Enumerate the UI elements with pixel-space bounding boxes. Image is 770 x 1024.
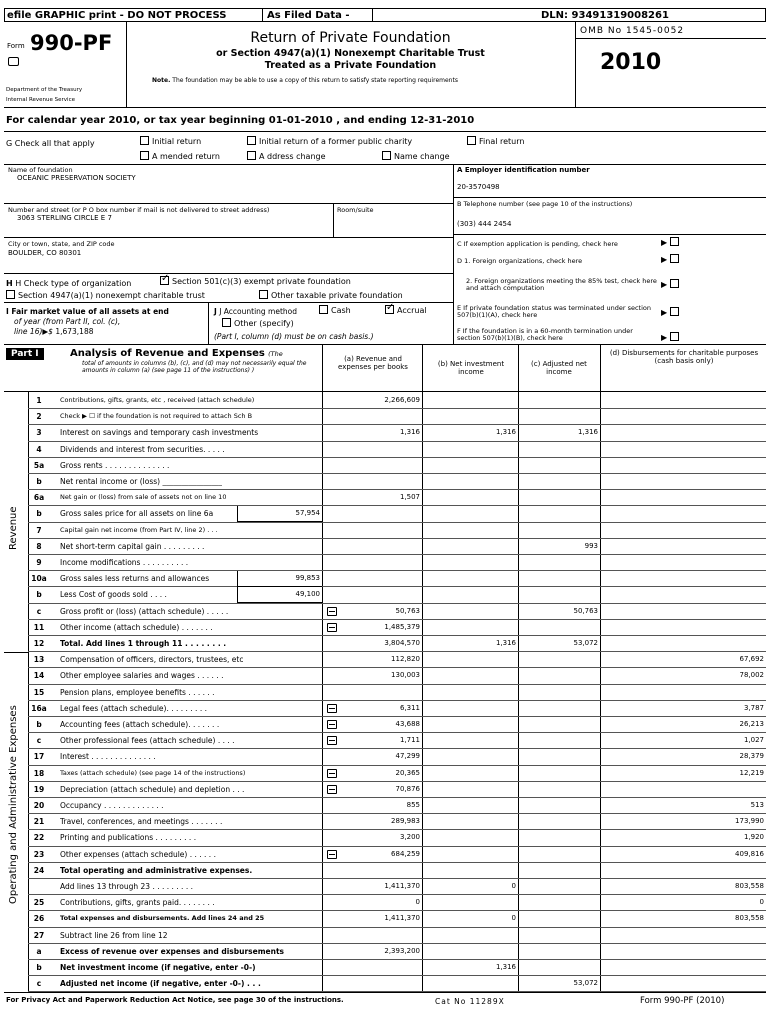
amount-col-d: 3,787 xyxy=(743,704,764,712)
inline-amount xyxy=(237,587,322,603)
line-number: b xyxy=(36,590,42,599)
exemption-pending-label: C If exemption application is pending, check here xyxy=(457,240,618,248)
amount-col-c: 993 xyxy=(584,542,598,550)
col-c-header: (c) Adjusted net income xyxy=(531,360,587,376)
line-number: 23 xyxy=(33,850,45,859)
final-return-checkbox[interactable]: Final return xyxy=(467,137,524,146)
col-a-header: (a) Revenue and expenses per books xyxy=(338,355,408,371)
amended-return-checkbox[interactable]: A mended return xyxy=(140,152,220,161)
line-label: Net gain or (loss) from sale of assets not on line 10 xyxy=(60,493,227,501)
line-number: 22 xyxy=(33,833,45,842)
line-number: 27 xyxy=(33,931,45,940)
attachment-icon[interactable] xyxy=(327,704,337,713)
terminated-checkbox[interactable]: ▶ xyxy=(661,308,682,317)
line-number: c xyxy=(36,979,42,988)
inline-amount xyxy=(237,506,322,522)
foundation-name-label: Name of foundation xyxy=(8,166,73,174)
line-label: Pension plans, employee benefits . . . . . . xyxy=(60,688,215,697)
other-taxable-checkbox[interactable]: Other taxable private foundation xyxy=(259,291,403,300)
tax-year: 2010 xyxy=(600,50,662,75)
amount-col-a: 50,763 xyxy=(395,607,420,615)
line-label: Subtract line 26 from line 12 xyxy=(60,931,168,940)
amount-col-a: 1,507 xyxy=(399,493,420,501)
omb-number: OMB No 1545-0052 xyxy=(580,26,685,36)
other-method-checkbox[interactable]: Other (specify) xyxy=(222,319,294,328)
inline-amount xyxy=(237,571,322,587)
initial-return-checkbox[interactable]: Initial return xyxy=(140,137,201,146)
amount-col-b: 1,316 xyxy=(495,639,516,647)
amount-col-a: 47,299 xyxy=(395,752,420,760)
amount-col-d: 173,990 xyxy=(735,817,764,825)
sixty-month-label: F If the foundation is in a 60-month termination under section 507(b)(1)(B), check here xyxy=(457,327,633,342)
line-label: Dividends and interest from securities. . . . . xyxy=(60,445,225,454)
form-footer: Form 990-PF (2010) xyxy=(640,996,725,1006)
ein: 20-3570498 xyxy=(457,183,500,191)
line-number: c xyxy=(36,736,42,745)
line-label: Adjusted net income (if negative, enter -0-) . . . xyxy=(60,979,261,988)
phone-label: B Telephone number (see page 10 of the instructions) xyxy=(457,200,633,208)
line-label: Occupancy . . . . . . . . . . . . . xyxy=(60,801,164,810)
amount-col-d: 1,027 xyxy=(743,736,764,744)
line-number: a xyxy=(36,947,42,956)
line-number: 16a xyxy=(31,704,47,713)
line-number: 12 xyxy=(33,639,45,648)
line-number: 15 xyxy=(33,688,45,697)
amount-col-c: 53,072 xyxy=(573,979,598,987)
amount-col-b: 0 xyxy=(511,882,516,890)
line-number: 21 xyxy=(33,817,45,826)
foreign-org-label: D 1. Foreign organizations, check here xyxy=(457,257,583,265)
amount-col-a: 2,266,609 xyxy=(384,396,420,404)
part-description: total of amounts in columns (b), (c), and (d) may not necessarily equal the amounts in column (a) (see page 11 of the instructions) ) xyxy=(82,360,307,374)
amount-col-b: 0 xyxy=(511,914,516,922)
line-number: 18 xyxy=(33,769,45,778)
name-change-checkbox[interactable]: Name change xyxy=(382,152,450,161)
line-label: Capital gain net income (from Part IV, line 2) . . . xyxy=(60,526,218,534)
attachment-icon[interactable] xyxy=(327,785,337,794)
line-number: 25 xyxy=(33,898,45,907)
line-number: 5a xyxy=(33,461,45,470)
amount-col-a: 855 xyxy=(406,801,420,809)
cash-basis-note: (Part I, column (d) must be on cash basis.) xyxy=(214,332,374,341)
foreign-org-checkbox[interactable]: ▶ xyxy=(661,255,682,264)
amount-col-a: 130,003 xyxy=(391,671,420,679)
line-number: 9 xyxy=(36,558,42,567)
amount-col-d: 12,219 xyxy=(739,769,764,777)
amount-col-a: 3,200 xyxy=(399,833,420,841)
amount-col-a: 3,804,570 xyxy=(384,639,420,647)
line-label: Less Cost of goods sold . . . . xyxy=(60,590,167,599)
line-number: 19 xyxy=(33,785,45,794)
terminated-label: E If private foundation status was terminated under section 507(b)(1)(A), check here xyxy=(457,304,652,319)
line-number: 24 xyxy=(33,866,45,875)
phone: (303) 444 2454 xyxy=(457,220,512,228)
form-icon xyxy=(8,57,19,66)
line-label: Other employee salaries and wages . . . . . . xyxy=(60,671,224,680)
cat-number: Cat No 11289X xyxy=(435,997,505,1006)
amount-col-a: 70,876 xyxy=(395,785,420,793)
inline-value: 57,954 xyxy=(295,509,320,517)
amount-col-b: 1,316 xyxy=(495,428,516,436)
amount-col-a: 6,311 xyxy=(399,704,420,712)
street-label: Number and street (or P O box number if mail is not delivered to street address) xyxy=(8,206,270,214)
attachment-icon[interactable] xyxy=(327,769,337,778)
amount-col-d: 28,379 xyxy=(739,752,764,760)
amount-col-d: 803,558 xyxy=(735,914,764,922)
line-label: Check ▶ ☐ if the foundation is not required to attach Sch B xyxy=(60,412,253,420)
line-number: 3 xyxy=(36,428,42,437)
amount-col-a: 43,688 xyxy=(395,720,420,728)
line-number: 20 xyxy=(33,801,45,810)
amount-col-d: 513 xyxy=(750,801,764,809)
foreign-85-label: 2. Foreign organizations meeting the 85% test, check here and attach computation xyxy=(466,277,657,292)
line-label: Travel, conferences, and meetings . . . . . . . xyxy=(60,817,223,826)
accrual-checkbox[interactable]: ✓ Accrual xyxy=(385,306,427,315)
line-number: 10a xyxy=(31,574,47,583)
sixty-month-checkbox[interactable]: ▶ xyxy=(661,333,682,342)
form-note: Note. The foundation may be able to use a copy of this return to satisfy state reporting requirements xyxy=(152,77,458,84)
line-label: Printing and publications . . . . . . . . . xyxy=(60,833,197,842)
line-number: 1 xyxy=(36,396,42,405)
amount-col-a: 2,393,200 xyxy=(384,947,420,955)
line-label: Gross rents . . . . . . . . . . . . . . xyxy=(60,461,170,470)
form-title: Return of Private Foundation xyxy=(250,30,451,46)
city-label: City or town, state, and ZIP code xyxy=(8,240,115,248)
foreign-85-checkbox[interactable]: ▶ xyxy=(661,280,682,289)
calendar-year-line: For calendar year 2010, or tax year beginning 01-01-2010 , and ending 12-31-2010 xyxy=(6,115,475,126)
amount-col-a: 289,983 xyxy=(391,817,420,825)
privacy-notice: For Privacy Act and Paperwork Reduction Act Notice, see page 30 of the instructions. xyxy=(6,996,344,1004)
line-number: 4 xyxy=(36,445,42,454)
accounting-method-label: J J Accounting method xyxy=(214,307,298,316)
side-label-expenses: Operating and Administrative Expenses xyxy=(8,705,19,904)
line-number: 6a xyxy=(33,493,45,502)
street-address: 3063 STERLING CIRCLE E 7 xyxy=(17,214,112,222)
amount-col-a: 1,411,370 xyxy=(384,914,420,922)
line-label: Depreciation (attach schedule) and depletion . . . xyxy=(60,785,245,794)
org-type-label: H H Check type of organization xyxy=(6,279,132,288)
foundation-name: OCEANIC PRESERVATION SOCIETY xyxy=(17,174,136,182)
amount-col-d: 0 xyxy=(759,898,764,906)
line-label: Interest . . . . . . . . . . . . . . xyxy=(60,752,156,761)
check-all-label: G Check all that apply xyxy=(6,139,95,148)
attachment-icon[interactable] xyxy=(327,623,337,632)
amount-col-d: 1,920 xyxy=(743,833,764,841)
dept-line2: Internal Revenue Service xyxy=(6,97,75,103)
amount-col-a: 1,711 xyxy=(399,736,420,744)
line-label: Compensation of officers, directors, trustees, etc xyxy=(60,655,244,664)
form-prefix: Form xyxy=(7,42,25,50)
line-label: Income modifications . . . . . . . . . . xyxy=(60,558,189,567)
attachment-icon[interactable] xyxy=(327,607,337,616)
address-change-checkbox[interactable]: A ddress change xyxy=(247,152,326,161)
line-number: 17 xyxy=(33,752,45,761)
amount-col-d: 803,558 xyxy=(735,882,764,890)
part-title: Analysis of Revenue and Expenses (The xyxy=(70,348,283,359)
line-number: b xyxy=(36,477,42,486)
amount-col-c: 53,072 xyxy=(573,639,598,647)
fmv-label: I Fair market value of all assets at end of year (from Part II, col. (c), line 16)▶$ 1,673,188 xyxy=(6,307,169,336)
amount-col-d: 26,213 xyxy=(739,720,764,728)
line-number: 26 xyxy=(33,914,45,923)
amount-col-d: 67,692 xyxy=(739,655,764,663)
line-label: Taxes (attach schedule) (see page 14 of the instructions) xyxy=(60,769,246,777)
line-label: Interest on savings and temporary cash investments xyxy=(60,428,259,437)
line-label: Contributions, gifts, grants, etc , received (attach schedule) xyxy=(60,396,255,404)
amount-col-d: 409,816 xyxy=(735,850,764,858)
amount-col-b: 1,316 xyxy=(495,963,516,971)
line-label: Gross sales less returns and allowances xyxy=(60,574,210,583)
as-filed-label: As Filed Data - xyxy=(267,10,350,21)
line-label: Net short-term capital gain . . . . . . . . . xyxy=(60,542,205,551)
amount-col-a: 20,365 xyxy=(395,769,420,777)
line-label: Other income (attach schedule) . . . . . . . xyxy=(60,623,213,632)
line-label: Other professional fees (attach schedule) . . . . xyxy=(60,736,235,745)
fmv-value: 1,673,188 xyxy=(55,327,94,336)
col-b-header: (b) Net investment income xyxy=(437,360,505,376)
amount-col-a: 1,411,370 xyxy=(384,882,420,890)
amount-col-c: 1,316 xyxy=(577,428,598,436)
line-number: b xyxy=(36,720,42,729)
4947-checkbox[interactable]: Section 4947(a)(1) nonexempt charitable trust xyxy=(6,291,205,300)
attachment-icon[interactable] xyxy=(327,736,337,745)
col-d-header: (d) Disbursements for charitable purposes (cash basis only) xyxy=(609,349,759,365)
line-number: 2 xyxy=(36,412,42,421)
line-label: Legal fees (attach schedule). . . . . . . . . xyxy=(60,704,207,713)
line-number: b xyxy=(36,963,42,972)
ein-label: A Employer identification number xyxy=(457,166,590,174)
line-label: Other expenses (attach schedule) . . . . . . xyxy=(60,850,216,859)
form-subtitle: or Section 4947(a)(1) Nonexempt Charitable Trust xyxy=(216,48,485,59)
room-label: Room/suite xyxy=(337,206,374,214)
form-number: 990-PF xyxy=(30,31,113,55)
attachment-icon[interactable] xyxy=(327,720,337,729)
line-label: Excess of revenue over expenses and disbursements xyxy=(60,947,285,956)
line-label: Total expenses and disbursements. Add lines 24 and 25 xyxy=(60,914,265,922)
line-number: 13 xyxy=(33,655,45,664)
line-label: Net investment income (if negative, enter -0-) xyxy=(60,963,256,972)
line-number: b xyxy=(36,509,42,518)
amount-col-a: 112,820 xyxy=(391,655,420,663)
inline-value: 49,100 xyxy=(295,590,320,598)
side-label-revenue: Revenue xyxy=(8,506,19,550)
amount-col-a: 684,259 xyxy=(391,850,420,858)
line-number: c xyxy=(36,607,42,616)
attachment-icon[interactable] xyxy=(327,850,337,859)
line-label: Accounting fees (attach schedule). . . . . . . xyxy=(60,720,220,729)
line-label: Net rental income or (loss) ________________ xyxy=(60,477,223,486)
amount-col-a: 1,485,379 xyxy=(384,623,420,631)
line-label: Add lines 13 through 23 . . . . . . . . . xyxy=(60,882,193,891)
efile-label: efile GRAPHIC print - DO NOT PROCESS xyxy=(7,10,227,21)
line-label: Gross profit or (loss) (attach schedule) . . . . . xyxy=(60,607,229,616)
line-number: 11 xyxy=(33,623,45,632)
line-number: 8 xyxy=(36,542,42,551)
501c3-checkbox[interactable]: ✓ Section 501(c)(3) exempt private foundation xyxy=(160,277,351,286)
city-state-zip: BOULDER, CO 80301 xyxy=(8,249,82,257)
line-label: Gross sales price for all assets on line 6a xyxy=(60,509,214,518)
line-number: 14 xyxy=(33,671,45,680)
part-badge: Part I xyxy=(6,348,44,360)
dln: DLN: 93491319008261 xyxy=(541,10,669,21)
form-subtitle2: Treated as a Private Foundation xyxy=(264,60,437,71)
line-label: Total. Add lines 1 through 11 . . . . . . . . xyxy=(60,639,227,648)
inline-value: 99,853 xyxy=(295,574,320,582)
amount-col-d: 78,002 xyxy=(739,671,764,679)
amount-col-a: 0 xyxy=(415,898,420,906)
exemption-pending-checkbox[interactable]: ▶ xyxy=(661,238,682,247)
cash-checkbox[interactable]: Cash xyxy=(319,306,351,315)
amount-col-c: 50,763 xyxy=(573,607,598,615)
line-label: Contributions, gifts, grants paid. . . . . . . . xyxy=(60,898,215,907)
dept-line1: Department of the Treasury xyxy=(6,87,83,93)
line-number: 7 xyxy=(36,526,42,535)
initial-former-checkbox[interactable]: Initial return of a former public charity xyxy=(247,137,412,146)
amount-col-a: 1,316 xyxy=(399,428,420,436)
line-label: Total operating and administrative expenses. xyxy=(60,866,253,875)
